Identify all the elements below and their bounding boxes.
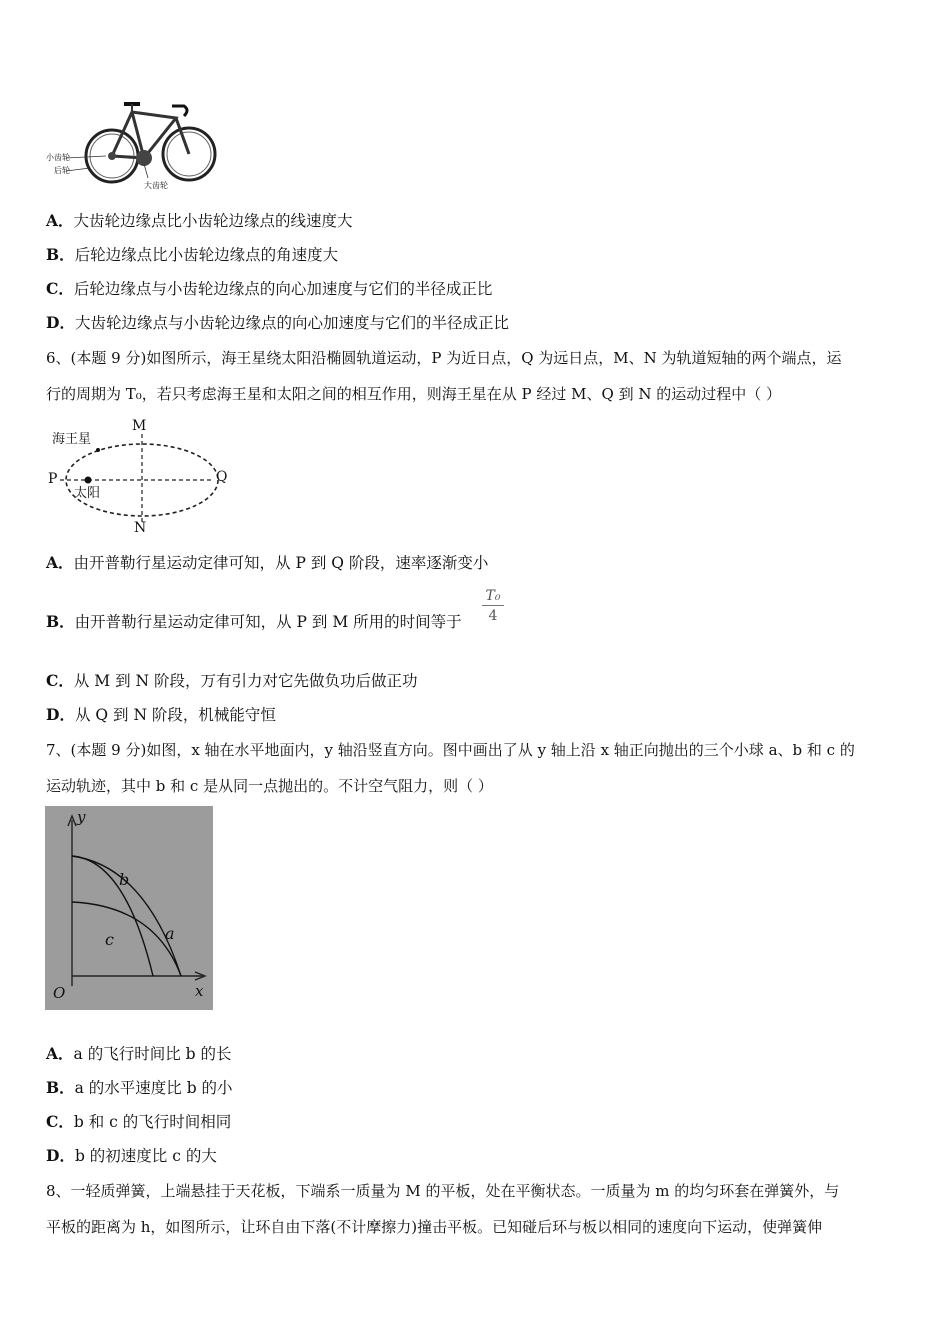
q7-option-a: A．a 的飞行时间比 b 的长 xyxy=(46,1044,232,1063)
q7-option-b: B．a 的水平速度比 b 的小 xyxy=(46,1078,233,1097)
point-m-label: M xyxy=(132,418,147,434)
point-n-label: N xyxy=(134,520,147,536)
q5-option-b: B．后轮边缘点比小齿轮边缘点的角速度大 xyxy=(46,245,339,264)
big-gear-label: 大齿轮 xyxy=(144,181,168,190)
y-axis-label: y xyxy=(77,808,86,826)
q6-option-a: A．由开普勒行星运动定律可知，从 P 到 Q 阶段，速率逐渐变小 xyxy=(46,553,489,572)
point-p-label: P xyxy=(48,471,58,487)
fraction-bar xyxy=(482,605,504,606)
q8-stem-line2: 平板的距离为 h，如图所示，让环自由下落(不计摩擦力)撞击平板。已知碰后环与板以相同的速度向下运动，使弹簧伸 xyxy=(46,1218,823,1236)
projectile-figure xyxy=(45,806,213,1010)
q5-option-d: D．大齿轮边缘点与小齿轮边缘点的向心加速度与它们的半径成正比 xyxy=(46,313,509,332)
bicycle-figure xyxy=(44,98,220,192)
q6-option-c: C．从 M 到 N 阶段，万有引力对它先做负功后做正功 xyxy=(46,671,418,690)
orbit-figure xyxy=(46,418,236,540)
q7-stem-line2: 运动轨迹，其中 b 和 c 是从同一点抛出的。不计空气阻力，则（ ） xyxy=(46,777,493,795)
curve-c-label: c xyxy=(105,930,114,949)
x-axis-label: x xyxy=(195,982,204,1000)
curve-b-label: b xyxy=(119,870,130,889)
q7-stem-line1: 7、(本题 9 分)如图，x 轴在水平地面内，y 轴沿竖直方向。图中画出了从 y 轴上沿 x 轴正向抛出的三个小球 a、b 和 c 的 xyxy=(46,741,855,759)
origin-label: O xyxy=(53,984,66,1002)
sun-label: 太阳 xyxy=(74,486,101,501)
q6-stem-line1: 6、(本题 9 分)如图所示，海王星绕太阳沿椭圆轨道运动，P 为近日点，Q 为远日点，M、N 为轨道短轴的两个端点，运 xyxy=(46,349,842,367)
rear-wheel-label: 后轮 xyxy=(54,166,70,175)
q5-option-c: C．后轮边缘点与小齿轮边缘点的向心加速度与它们的半径成正比 xyxy=(46,279,493,298)
q6-option-b: B．由开普勒行星运动定律可知，从 P 到 M 所用的时间等于 xyxy=(46,612,462,631)
point-q-label: Q xyxy=(216,469,228,485)
fraction-t0-over-4 xyxy=(482,588,504,625)
q5-option-a: A．大齿轮边缘点比小齿轮边缘点的线速度大 xyxy=(46,211,353,230)
small-gear-label: 小齿轮 xyxy=(46,153,70,162)
q6-option-d: D．从 Q 到 N 阶段，机械能守恒 xyxy=(46,705,276,724)
fraction-numerator: T₀ xyxy=(485,588,501,604)
curve-a-label: a xyxy=(165,924,175,943)
fraction-denominator: 4 xyxy=(488,608,498,624)
q8-stem-line1: 8、一轻质弹簧，上端悬挂于天花板，下端系一质量为 M 的平板，处在平衡状态。一质量为 m 的均匀环套在弹簧外，与 xyxy=(46,1182,840,1200)
q7-option-d: D．b 的初速度比 c 的大 xyxy=(46,1146,217,1165)
q6-stem-line2: 行的周期为 T₀，若只考虑海王星和太阳之间的相互作用，则海王星在从 P 经过 M、Q 到 N 的运动过程中（ ） xyxy=(46,385,782,403)
neptune-label: 海王星 xyxy=(52,432,92,447)
q7-option-c: C．b 和 c 的飞行时间相同 xyxy=(46,1112,232,1131)
